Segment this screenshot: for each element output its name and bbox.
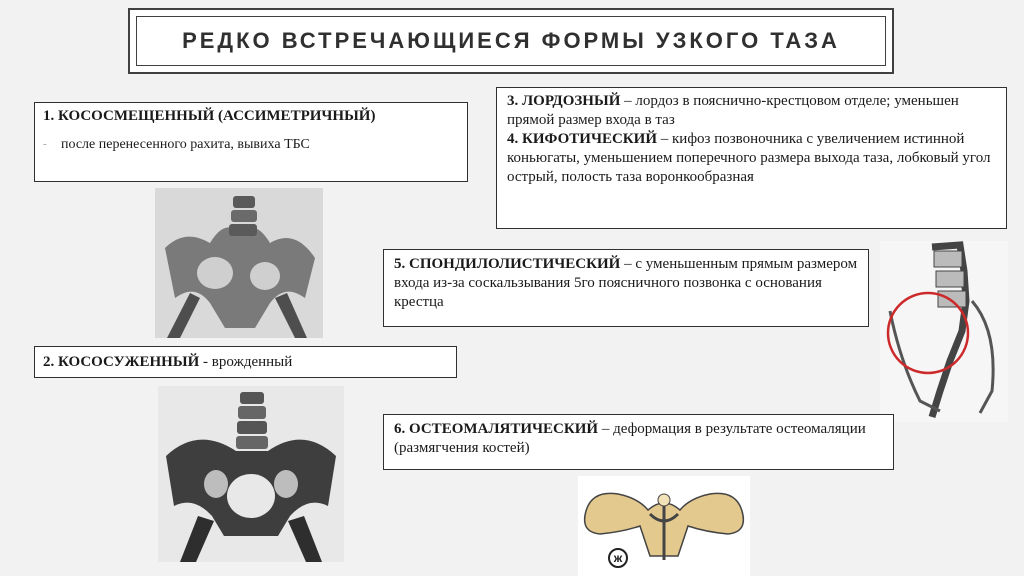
box6-text: – деформация в результате остеомаляции (размягчения костей) xyxy=(394,421,866,456)
box5-heading: 5. СПОНДИЛОЛИСТИЧЕСКИЙ xyxy=(394,256,621,272)
box-spondilolistichesky xyxy=(383,249,869,327)
box6-heading: 6. ОСТЕОМАЛЯТИЧЕСКИЙ xyxy=(394,421,599,437)
box4-row xyxy=(507,130,996,187)
box1-bullet-text: после перенесенного рахита, вывиха ТБС xyxy=(61,137,310,152)
figure-label xyxy=(608,548,628,568)
osteomalacic-pelvis-image xyxy=(578,476,750,576)
pelvis-image-1 xyxy=(155,188,323,338)
box1-bullet xyxy=(43,135,459,154)
box5-text: – с уменьшенным прямым размером входа из-за соскальзывания 5го поясничного позвонка с основания крестца xyxy=(394,256,858,310)
figure-label-text: ж xyxy=(613,551,623,565)
box2-heading: 2. КОСОСУЖЕННЫЙ xyxy=(43,354,200,370)
box-kososmeshchenny xyxy=(34,102,468,182)
box1-heading: 1. КОСОСМЕЩЕННЫЙ (АССИМЕТРИЧНЫЙ) xyxy=(43,108,376,124)
page-title: РЕДКО ВСТРЕЧАЮЩИЕСЯ ФОРМЫ УЗКОГО ТАЗА xyxy=(182,28,840,53)
bullet-dash: - xyxy=(43,138,47,150)
box4-text: – кифоз позвоночника с увеличением истинной коньюгаты, уменьшением поперечного размера выхода таза, лобковый угол острый, полость таза воронкообразная xyxy=(507,131,991,185)
box3-heading: 3. ЛОРДОЗНЫЙ xyxy=(507,93,621,109)
box3-row xyxy=(507,92,996,130)
box2-text: - врожденный xyxy=(199,354,293,370)
pelvis-image-2 xyxy=(158,386,344,562)
box3-text: – лордоз в пояснично-крестцовом отделе; уменьшен прямой размер входа в таз xyxy=(507,93,959,128)
title-banner xyxy=(128,8,894,74)
box-lordozny-kifotichesky xyxy=(496,87,1007,229)
spine-sketch-image xyxy=(880,241,1008,422)
box-kososuzhenny xyxy=(34,346,457,378)
box4-heading: 4. КИФОТИЧЕСКИЙ xyxy=(507,131,658,147)
box-osteomalyatichesky xyxy=(383,414,894,470)
